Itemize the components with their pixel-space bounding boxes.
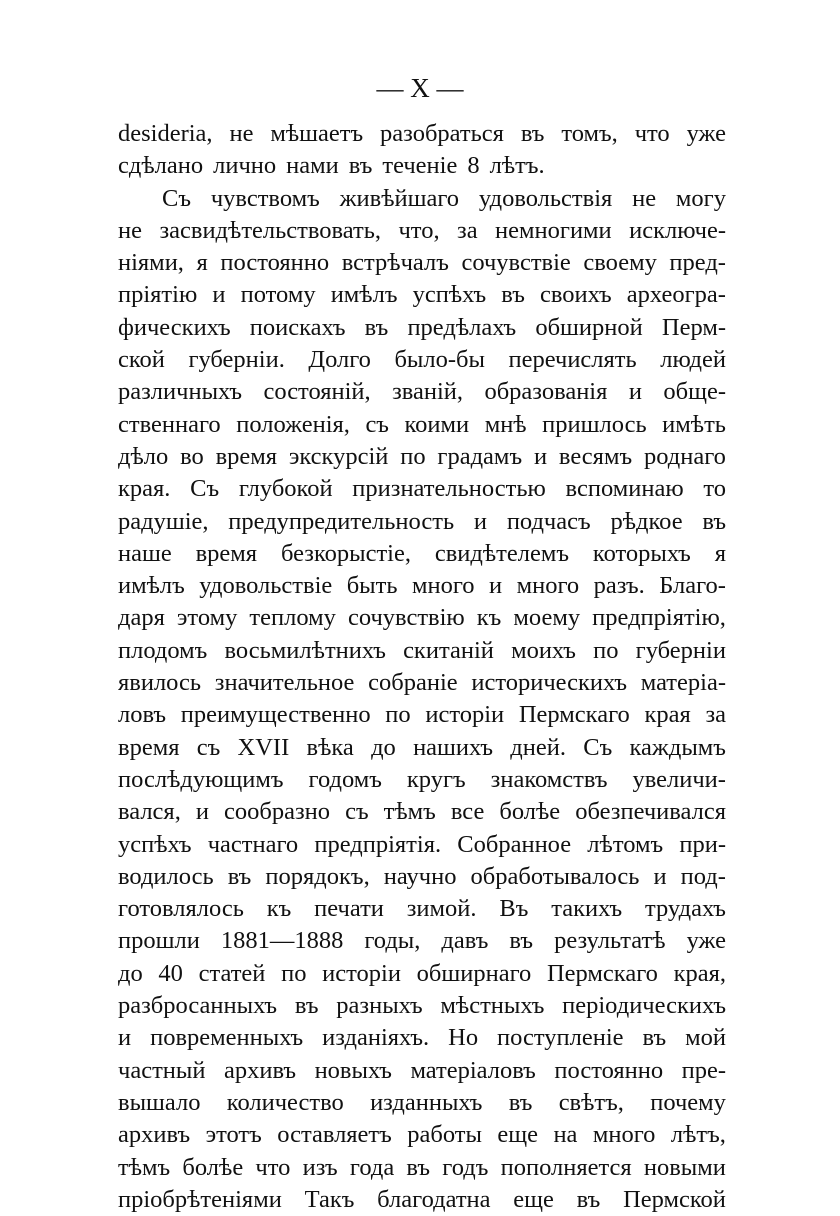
word: въ (294, 992, 319, 1020)
word: болѣе (499, 798, 561, 826)
word: время (215, 442, 278, 470)
word: Пермскаго (546, 959, 658, 987)
word: успѣхъ (118, 830, 192, 858)
word: подчасъ (506, 507, 591, 535)
word: то (703, 475, 726, 503)
word: моихъ (511, 636, 576, 664)
word: Съ (190, 475, 220, 503)
word: къ (476, 604, 502, 632)
word: образованія (484, 378, 608, 406)
text-line (118, 1087, 726, 1119)
word: дней. (510, 733, 566, 761)
word: губерніи (635, 636, 726, 664)
text-line (118, 893, 726, 925)
word: нашихъ (413, 733, 494, 761)
text-line (118, 150, 726, 182)
word: положенія, (236, 410, 350, 438)
word: готовлялось (118, 895, 244, 923)
word: скитаній (403, 636, 494, 664)
word: пре- (681, 1056, 726, 1084)
word: ніями, (118, 249, 184, 277)
word: такихъ (551, 895, 623, 923)
word: до (371, 733, 396, 761)
word: званій, (392, 378, 464, 406)
word: губерніи. (188, 346, 285, 374)
word: пріятію (118, 281, 198, 309)
word: весямъ (558, 442, 633, 470)
word: роднаго (643, 442, 726, 470)
word: нами (286, 152, 339, 180)
word: уже (686, 927, 726, 955)
page-number-header: — X — (376, 73, 464, 103)
word: въ (364, 313, 389, 341)
word: годъ (442, 1153, 489, 1181)
word: не (229, 120, 254, 147)
word: въ (642, 1024, 667, 1052)
word: за (457, 216, 478, 244)
word: года (349, 1153, 395, 1181)
word: каждымъ (629, 733, 726, 761)
text-line (118, 1022, 726, 1054)
word: разбросанныхъ (118, 992, 278, 1020)
word: изъ (302, 1153, 338, 1181)
word: Пермскаго (518, 701, 630, 729)
word: во (180, 442, 204, 470)
word: мѣшаетъ (270, 120, 364, 147)
word: края, (673, 959, 726, 987)
word: Перм- (661, 313, 726, 341)
body-text (118, 118, 726, 1216)
word: рѣдкое (610, 507, 683, 535)
word: XVII (237, 733, 290, 761)
word: Пермской (623, 1185, 726, 1213)
word: работы (407, 1121, 482, 1149)
word: обработывалось (470, 862, 640, 890)
text-line (118, 183, 726, 215)
word: тѣмъ (118, 1153, 171, 1181)
word: предпріятія. (314, 830, 442, 858)
word: годомъ (308, 765, 382, 793)
word: этотъ (205, 1121, 262, 1149)
word: разныхъ (336, 992, 423, 1020)
word: перечислять (508, 346, 637, 374)
word: изданныхъ (370, 1088, 483, 1116)
word: обще- (663, 378, 726, 406)
word: Собранное (457, 830, 572, 858)
word: края. (118, 475, 171, 503)
word: новыхъ (314, 1056, 392, 1084)
word: что (255, 1153, 291, 1181)
word: дѣло (118, 442, 169, 470)
word: значительное (214, 669, 355, 697)
word: экскурсій (288, 442, 389, 470)
word: что (634, 120, 670, 147)
word: еще (513, 1185, 554, 1213)
word: и (118, 1024, 132, 1052)
text-line (118, 732, 726, 764)
text-line (118, 602, 726, 634)
word: пріобрѣтеніями (118, 1185, 282, 1213)
word: Съ (583, 733, 613, 761)
word: Но (448, 1024, 479, 1052)
word: ской (118, 346, 165, 374)
word: предѣлахъ (407, 313, 517, 341)
word: постоянно (554, 1056, 664, 1084)
word: быть (346, 572, 398, 600)
word: и (628, 378, 642, 406)
word: состояній, (263, 378, 371, 406)
word: наше (118, 539, 172, 567)
text-line (118, 344, 726, 376)
word: архивъ (118, 1121, 191, 1149)
word: исторіи (322, 959, 401, 987)
text-line (118, 215, 726, 247)
word: много (516, 572, 580, 600)
word: вспоминаю (565, 475, 684, 503)
word: Благо- (659, 572, 726, 600)
word: пред- (669, 249, 726, 277)
word: предупредительность (228, 507, 455, 535)
word: вался, (118, 798, 181, 826)
word: до (118, 959, 143, 987)
word: ловъ (118, 701, 167, 729)
word: своему (583, 249, 657, 277)
word: сочувствію (347, 604, 465, 632)
word: коими (404, 410, 470, 438)
word: пришлось (542, 410, 647, 438)
word: болѣе (182, 1153, 244, 1181)
word: въ (406, 1153, 431, 1181)
text-line (118, 376, 726, 408)
word: порядокъ, (265, 862, 370, 890)
text-line (118, 1184, 726, 1216)
word: годы, (364, 927, 421, 955)
word: которыхъ (592, 539, 691, 567)
word: статей (198, 959, 266, 987)
word: лѣтъ. (489, 152, 545, 180)
word: Съ (162, 184, 192, 212)
word: этому (176, 604, 238, 632)
text-line (118, 1152, 726, 1184)
word: знакомствъ (490, 765, 608, 793)
word: почему (650, 1088, 726, 1116)
word: лѣтомъ (587, 830, 664, 858)
word: благодатна (377, 1185, 491, 1213)
word: ственнаго (118, 410, 221, 438)
word: свѣтъ, (558, 1088, 624, 1116)
text-line (118, 861, 726, 893)
word: частный (118, 1056, 206, 1084)
word: края (644, 701, 691, 729)
word: засвидѣтельствовать, (159, 216, 382, 244)
word: восьмилѣтнихъ (224, 636, 386, 664)
word: вѣка (306, 733, 354, 761)
word: поискахъ (249, 313, 346, 341)
word: и (195, 798, 209, 826)
word: повременныхъ (150, 1024, 304, 1052)
text-line (118, 764, 726, 796)
text-line (118, 538, 726, 570)
word: время (195, 539, 258, 567)
word: радушіе, (118, 507, 209, 535)
text-line (118, 635, 726, 667)
word: съ (365, 410, 389, 438)
word: предпріятію, (592, 604, 726, 632)
word: много (411, 572, 475, 600)
word: въ (227, 862, 252, 890)
word: періодическихъ (562, 992, 726, 1020)
word: фическихъ (118, 313, 231, 341)
word: печати (314, 895, 384, 923)
word: прошли (118, 927, 200, 955)
word: Долго (308, 346, 371, 374)
word: обширной (535, 313, 643, 341)
text-line (118, 118, 726, 150)
word: не (118, 216, 142, 244)
word: различныхъ (118, 378, 243, 406)
word: обширнаго (416, 959, 532, 987)
word: людей (660, 346, 726, 374)
word: имѣть (662, 410, 726, 438)
word: Такъ (304, 1185, 355, 1213)
text-line (118, 667, 726, 699)
word: глубокой (238, 475, 333, 503)
word: лѣтъ, (670, 1121, 726, 1149)
word: послѣдующимъ (118, 765, 284, 793)
word: архивъ (223, 1056, 297, 1084)
word: встрѣчалъ (341, 249, 449, 277)
word: при- (679, 830, 726, 858)
word: явилось (118, 669, 202, 697)
word: по (400, 442, 426, 470)
word: въ (348, 152, 373, 180)
word: я (196, 249, 208, 277)
word: результатѣ (554, 927, 666, 955)
word: лично (213, 152, 277, 180)
word: по (385, 701, 411, 729)
word: 1881—1888 (220, 927, 344, 955)
word: трудахъ (644, 895, 726, 923)
word: даря (118, 604, 165, 632)
word: признательностью (352, 475, 546, 503)
word: на (553, 1121, 578, 1149)
word: и (533, 442, 548, 470)
word: теченіе (382, 152, 458, 180)
word: въ (509, 927, 534, 955)
word: матеріаловъ (410, 1056, 536, 1084)
word: съ (196, 733, 221, 761)
text-line (118, 699, 726, 731)
text-line (118, 796, 726, 828)
text-line (118, 1055, 726, 1087)
word: съ (345, 798, 369, 826)
word: было-бы (394, 346, 485, 374)
word: археогра- (626, 281, 726, 309)
word: потому (240, 281, 316, 309)
word: сообразно (224, 798, 331, 826)
text-line (118, 570, 726, 602)
word: количество (226, 1088, 344, 1116)
word: къ (266, 895, 292, 923)
word: научно (383, 862, 457, 890)
word: время (118, 733, 180, 761)
word: много (592, 1121, 656, 1149)
word: поступленіе (497, 1024, 624, 1052)
text-line (118, 473, 726, 505)
word: въ (501, 281, 525, 309)
text-line (118, 990, 726, 1022)
word: не (632, 184, 657, 212)
text-line (118, 829, 726, 861)
word: въ (520, 120, 545, 147)
word: въ (702, 507, 726, 535)
word: плодомъ (118, 636, 208, 664)
text-line (118, 506, 726, 538)
word: все (450, 798, 485, 826)
word: изданіяхъ. (322, 1024, 430, 1052)
word: свидѣтелемъ (434, 539, 570, 567)
word: под- (680, 862, 726, 890)
word: тѣмъ (383, 798, 436, 826)
word: кругъ (406, 765, 466, 793)
text-line (118, 312, 726, 344)
word: 8 (467, 152, 480, 180)
word: исторіи (425, 701, 505, 729)
word: преимущественно (180, 701, 371, 729)
word: матеріа- (640, 669, 726, 697)
word: обезпечивался (575, 798, 726, 826)
word: градамъ (437, 442, 523, 470)
word: пополняется (500, 1153, 632, 1181)
word: немногими (495, 216, 612, 244)
word: въ (508, 1088, 533, 1116)
text-line (118, 958, 726, 990)
word: теплому (249, 604, 336, 632)
word: и (489, 572, 503, 600)
word: Въ (499, 895, 529, 923)
word: живѣйшаго (339, 184, 460, 212)
word: разобраться (380, 120, 504, 147)
word: историческихъ (471, 669, 628, 697)
text-line (118, 279, 726, 311)
word: разъ. (593, 572, 645, 600)
word: за (705, 701, 726, 729)
word: удовольствія (478, 184, 613, 212)
text-line (118, 925, 726, 957)
word: сдѣлано (118, 152, 204, 180)
word: своихъ (540, 281, 612, 309)
text-line (118, 247, 726, 279)
word: увеличи- (632, 765, 726, 793)
word: 40 (158, 959, 183, 987)
word: сочувствіе (461, 249, 571, 277)
word: водилось (118, 862, 214, 890)
word: имѣлъ (330, 281, 398, 309)
word: новыми (643, 1153, 726, 1181)
word: мнѣ (484, 410, 527, 438)
word: уже (686, 120, 726, 147)
word: и (212, 281, 226, 309)
word: исключе- (629, 216, 726, 244)
word: и (653, 862, 667, 890)
word: удовольствіе (199, 572, 333, 600)
word: томъ, (561, 120, 618, 147)
word: еще (497, 1121, 538, 1149)
word: успѣхъ (412, 281, 487, 309)
word: по (593, 636, 619, 664)
word: мой (685, 1024, 726, 1052)
word: desideria, (118, 120, 213, 147)
word: моему (513, 604, 581, 632)
word: мѣстныхъ (440, 992, 545, 1020)
word: я (714, 539, 726, 567)
text-line (118, 409, 726, 441)
word: вышало (118, 1088, 201, 1116)
word: безкорыстіе, (280, 539, 411, 567)
word: чувствомъ (210, 184, 320, 212)
word: давъ (441, 927, 489, 955)
text-line (118, 1119, 726, 1151)
word: постоянно (220, 249, 330, 277)
word: могу (675, 184, 726, 212)
word: что, (398, 216, 440, 244)
word: и (473, 507, 488, 535)
word: зимой. (406, 895, 477, 923)
word: оставляетъ (277, 1121, 392, 1149)
word: частнаго (207, 830, 299, 858)
word: собраніе (368, 669, 458, 697)
word: по (281, 959, 307, 987)
word: имѣлъ (118, 572, 185, 600)
word: въ (576, 1185, 601, 1213)
text-line (118, 441, 726, 473)
